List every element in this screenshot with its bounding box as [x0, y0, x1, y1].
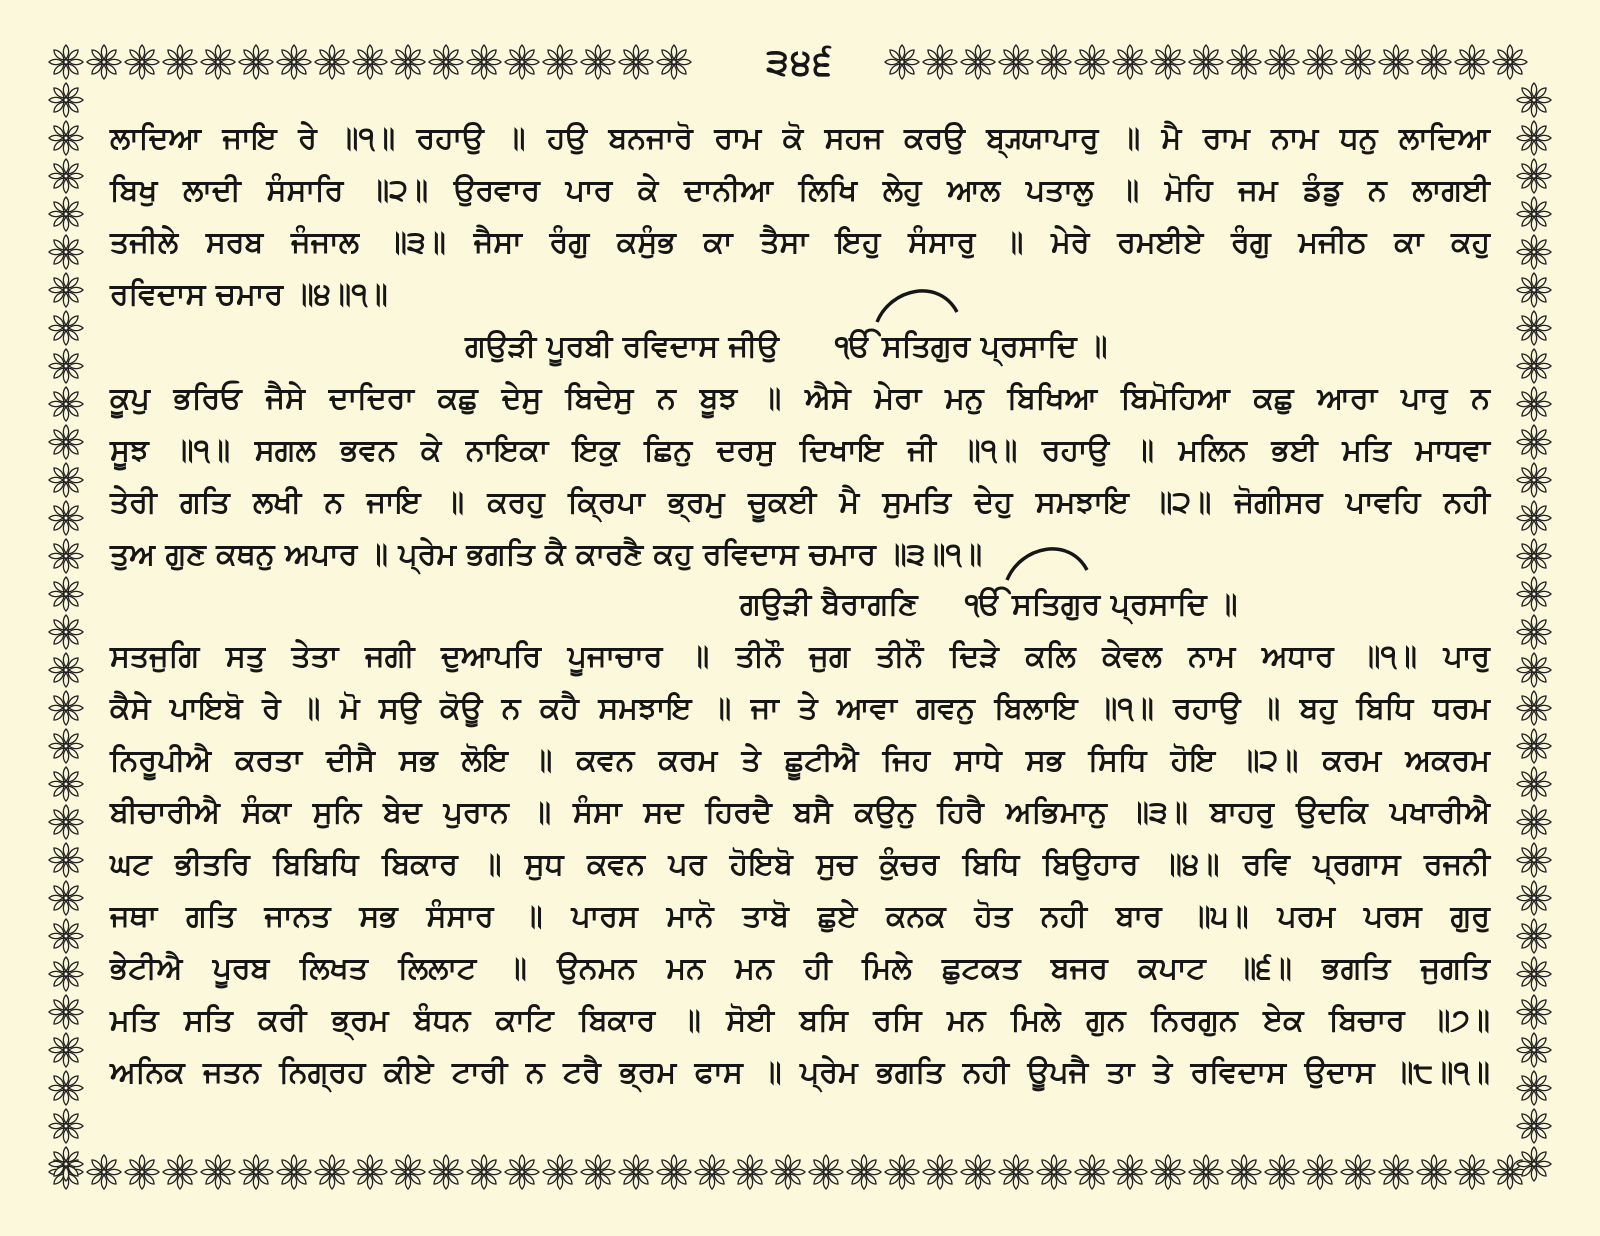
flower-icon: [961, 45, 995, 79]
verse-line: ਰਵਿਦਾਸ ਚਮਾਰ ॥੪॥੧॥: [110, 277, 388, 312]
flower-icon: [1417, 1155, 1451, 1189]
mool-mantar: [965, 580, 1237, 630]
flower-icon: [49, 615, 83, 649]
flower-icon: [1341, 45, 1375, 79]
flower-icon: [87, 1155, 121, 1189]
flower-icon: [49, 501, 83, 535]
flower-icon: [923, 1155, 957, 1189]
verse-line: ਅਨਿਕ ਜਤਨ ਨਿਗ੍ਰਹ ਕੀਏ ਟਾਰੀ ਨ ਟਰੈ ਭ੍ਰਮ ਫਾਸ ॥ ਪ੍ਰੇਮ ਭਗਤਿ ਨਹੀ ਊਪਜੈ ਤਾ ਤੇ ਰਵਿਦਾਸ ਉਦਾਸ ॥੮॥੧॥: [110, 1055, 1490, 1090]
verse-line: ਬਿਖੁ ਲਾਦੀ ਸੰਸਾਰਿ ॥੨॥ ਉਰਵਾਰ ਪਾਰ ਕੇ ਦਾਨੀਆ ਲਿਖਿ ਲੇਹੁ ਆਲ ਪਤਾਲੁ ॥ ਮੋਹਿ ਜਮ ਡੰਡੁ ਨ ਲਾਗਈ: [110, 173, 1490, 208]
flower-icon: [1517, 387, 1551, 421]
ik-onkar-arc-icon: [873, 282, 963, 326]
flower-icon: [201, 45, 235, 79]
verse-line: ਤਜੀਲੇ ਸਰਬ ਜੰਜਾਲ ॥੩॥ ਜੈਸਾ ਰੰਗੁ ਕਸੁੰਭ ਕਾ ਤੈਸਾ ਇਹੁ ਸੰਸਾਰੁ ॥ ਮੇਰੇ ਰਮਈਏ ਰੰਗੁ ਮਜੀਠ ਕਾ ਕਹੁ: [110, 225, 1490, 260]
flower-icon: [657, 1155, 691, 1189]
verse-line: ਮਤਿ ਸਤਿ ਕਰੀ ਭ੍ਰਮ ਬੰਧਨ ਕਾਟਿ ਬਿਕਾਰ ॥ ਸੋਈ ਬਸਿ ਰਸਿ ਮਨ ਮਿਲੇ ਗੁਨ ਨਿਰਗੁਨ ਏਕ ਬਿਚਾਰ ॥੭॥: [110, 1003, 1490, 1038]
flower-icon: [581, 1155, 615, 1189]
flower-icon: [1265, 45, 1299, 79]
scripture-text: [110, 114, 1490, 1114]
flower-icon: [1379, 45, 1413, 79]
flower-icon: [1417, 45, 1451, 79]
flower-icon: [239, 1155, 273, 1189]
flower-icon: [1517, 121, 1551, 155]
flower-icon: [49, 159, 83, 193]
flower-icon: [1517, 311, 1551, 345]
flower-icon: [353, 1155, 387, 1189]
flower-icon: [49, 235, 83, 269]
flower-icon: [429, 1155, 463, 1189]
flower-icon: [1517, 83, 1551, 117]
flower-icon: [961, 1155, 995, 1189]
flower-icon: [1037, 45, 1071, 79]
flower-icon: [315, 1155, 349, 1189]
flower-icon: [1517, 957, 1551, 991]
flower-icon: [49, 197, 83, 231]
flower-icon: [49, 653, 83, 687]
verse-line: ਨਿਰੂਪੀਐ ਕਰਤਾ ਦੀਸੈ ਸਭ ਲੋਇ ॥ ਕਵਨ ਕਰਮ ਤੇ ਛੂਟੀਐ ਜਿਹ ਸਾਧੇ ਸਭ ਸਿਧਿ ਹੋਇ ॥੨॥ ਕਰਮ ਅਕਰਮ: [110, 743, 1490, 778]
flower-icon: [49, 45, 83, 79]
flower-icon: [543, 1155, 577, 1189]
verse-line: ਕੂਪੁ ਭਰਿਓ ਜੈਸੇ ਦਾਦਿਰਾ ਕਛੁ ਦੇਸੁ ਬਿਦੇਸੁ ਨ ਬੂਝ ॥ ਐਸੇ ਮੇਰਾ ਮਨੁ ਬਿਖਿਆ ਬਿਮੋਹਿਆ ਕਛੁ ਆਰਾ ਪਾਰੁ ਨ: [110, 381, 1490, 416]
flower-icon: [49, 995, 83, 1029]
flower-icon: [49, 539, 83, 573]
flower-icon: [49, 1109, 83, 1143]
flower-icon: [1517, 691, 1551, 725]
verse-line: ਜਥਾ ਗਤਿ ਜਾਨਤ ਸਭ ਸੰਸਾਰ ॥ ਪਾਰਸ ਮਾਨੋ ਤਾਬੋ ਛੁਏ ਕਨਕ ਹੋਤ ਨਹੀ ਬਾਰ ॥੫॥ ਪਰਮ ਪਰਸ ਗੁਰੁ: [110, 899, 1490, 934]
flower-icon: [1517, 539, 1551, 573]
flower-icon: [1517, 995, 1551, 1029]
flower-icon: [1517, 767, 1551, 801]
flower-icon: [49, 691, 83, 725]
flower-icon: [1517, 463, 1551, 497]
flower-icon: [999, 45, 1033, 79]
flower-icon: [1493, 45, 1527, 79]
flower-icon: [543, 45, 577, 79]
flower-icon: [391, 45, 425, 79]
flower-icon: [1455, 45, 1489, 79]
flower-icon: [49, 957, 83, 991]
flower-icon: [695, 1155, 729, 1189]
flower-icon: [1517, 425, 1551, 459]
flower-icon: [49, 121, 83, 155]
flower-icon: [1341, 1155, 1375, 1189]
verse-line: ਤੇਰੀ ਗਤਿ ਲਖੀ ਨ ਜਾਇ ॥ ਕਰਹੁ ਕ੍ਰਿਪਾ ਭ੍ਰਮੁ ਚੂਕਈ ਮੈ ਸੁਮਤਿ ਦੇਹੁ ਸਮਝਾਇ ॥੨॥ ਜੋਗੀਸਰ ਪਾਵਹਿ ਨਹੀ: [110, 485, 1490, 520]
flower-icon: [1227, 45, 1261, 79]
flower-icon: [125, 1155, 159, 1189]
flower-icon: [277, 45, 311, 79]
flower-icon: [619, 1155, 653, 1189]
flower-icon: [1075, 1155, 1109, 1189]
flower-icon: [49, 843, 83, 877]
flower-icon: [1517, 805, 1551, 839]
flower-icon: [1227, 1155, 1261, 1189]
ik-onkar-arc-icon: [1003, 540, 1093, 584]
flower-icon: [809, 1155, 843, 1189]
flower-icon: [429, 45, 463, 79]
flower-icon: [49, 463, 83, 497]
flower-icon: [1517, 843, 1551, 877]
flower-icon: [239, 45, 273, 79]
verse-line: ਸਤਜੁਗਿ ਸਤੁ ਤੇਤਾ ਜਗੀ ਦੁਆਪਰਿ ਪੂਜਾਚਾਰ ॥ ਤੀਨੌ ਜੁਗ ਤੀਨੌ ਦਿੜੇ ਕਲਿ ਕੇਵਲ ਨਾਮ ਅਧਾਰ ॥੧॥ ਪਾਰੁ: [110, 639, 1490, 674]
flower-icon: [49, 577, 83, 611]
flower-icon: [315, 45, 349, 79]
flower-icon: [771, 1155, 805, 1189]
flower-icon: [1303, 1155, 1337, 1189]
flower-icon: [1517, 881, 1551, 915]
flower-icon: [923, 45, 957, 79]
flower-icon: [49, 83, 83, 117]
verse-line: ਤੁਅ ਗੁਣ ਕਥਨੁ ਅਪਾਰ ॥ ਪ੍ਰੇਮ ਭਗਤਿ ਕੈ ਕਾਰਣੈ ਕਹੁ ਰਵਿਦਾਸ ਚਮਾਰ ॥੩॥੧॥: [110, 537, 983, 572]
flower-icon: [1517, 159, 1551, 193]
mool-mantar-text: ੴ ਸਤਿਗੁਰ ਪ੍ਰਸਾਦਿ ॥: [965, 587, 1238, 622]
flower-icon: [1151, 45, 1185, 79]
flower-icon: [581, 45, 615, 79]
flower-icon: [1517, 197, 1551, 231]
flower-icon: [49, 349, 83, 383]
flower-icon: [1189, 1155, 1223, 1189]
flower-icon: [277, 1155, 311, 1189]
flower-icon: [999, 1155, 1033, 1189]
flower-icon: [49, 729, 83, 763]
flower-icon: [619, 45, 653, 79]
flower-icon: [1265, 1155, 1299, 1189]
flower-icon: [125, 45, 159, 79]
verse-line: ਭੇਟੀਐ ਪੂਰਬ ਲਿਖਤ ਲਿਲਾਟ ॥ ਉਨਮਨ ਮਨ ਮਨ ਹੀ ਮਿਲੇ ਛੁਟਕਤ ਬਜਰ ਕਪਾਟ ॥੬॥ ਭਗਤਿ ਜੁਗਤਿ: [110, 951, 1490, 986]
flower-icon: [1493, 1155, 1527, 1189]
flower-icon: [49, 387, 83, 421]
verse-line: ਬੀਚਾਰੀਐ ਸੰਕਾ ਸੁਨਿ ਬੇਦ ਪੁਰਾਨ ॥ ਸੰਸਾ ਸਦ ਹਿਰਦੈ ਬਸੈ ਕਉਨੁ ਹਿਰੈ ਅਭਿਮਾਨੁ ॥੩॥ ਬਾਹਰੁ ਉਦਕਿ ਪਖਾਰੀਐ: [110, 795, 1490, 830]
flower-icon: [885, 1155, 919, 1189]
flower-icon: [49, 881, 83, 915]
shabad-heading: ਗਉੜੀ ਪੂਰਬੀ ਰਵਿਦਾਸ ਜੀਉ: [465, 329, 779, 364]
flower-icon: [353, 45, 387, 79]
mool-mantar-text: ੴ ਸਤਿਗੁਰ ਪ੍ਰਸਾਦਿ ॥: [835, 329, 1108, 364]
flower-icon: [87, 45, 121, 79]
flower-icon: [49, 311, 83, 345]
flower-icon: [1517, 273, 1551, 307]
flower-icon: [49, 767, 83, 801]
flower-icon: [49, 425, 83, 459]
flower-icon: [885, 45, 919, 79]
flower-icon: [1517, 1147, 1551, 1181]
flower-icon: [163, 1155, 197, 1189]
flower-icon: [1517, 729, 1551, 763]
flower-icon: [1517, 235, 1551, 269]
flower-icon: [1517, 501, 1551, 535]
flower-icon: [163, 45, 197, 79]
flower-icon: [467, 45, 501, 79]
flower-icon: [1517, 1109, 1551, 1143]
flower-icon: [49, 1033, 83, 1067]
flower-icon: [49, 805, 83, 839]
flower-icon: [1517, 577, 1551, 611]
mool-mantar: [835, 322, 1107, 372]
verse-line: ਲਾਦਿਆ ਜਾਇ ਰੇ ॥੧॥ ਰਹਾਉ ॥ ਹਉ ਬਨਜਾਰੋ ਰਾਮ ਕੋ ਸਹਜ ਕਰਉ ਬ੍ਯ੍ਯਾਪਾਰੁ ॥ ਮੈ ਰਾਮ ਨਾਮ ਧਨੁ ਲਾਦਿਆ: [110, 121, 1491, 156]
flower-icon: [49, 1071, 83, 1105]
flower-icon: [505, 1155, 539, 1189]
flower-icon: [391, 1155, 425, 1189]
flower-icon: [733, 1155, 767, 1189]
flower-icon: [1517, 919, 1551, 953]
flower-icon: [1517, 349, 1551, 383]
shabad-heading: ਗਉੜੀ ਬੈਰਾਗਣਿ: [740, 587, 918, 622]
flower-icon: [1303, 45, 1337, 79]
flower-icon: [1075, 45, 1109, 79]
flower-icon: [1455, 1155, 1489, 1189]
flower-icon: [1379, 1155, 1413, 1189]
flower-icon: [1113, 45, 1147, 79]
verse-line: ਸੂਝ ॥੧॥ ਸਗਲ ਭਵਨ ਕੇ ਨਾਇਕਾ ਇਕੁ ਛਿਨੁ ਦਰਸੁ ਦਿਖਾਇ ਜੀ ॥੧॥ ਰਹਾਉ ॥ ਮਲਿਨ ਭਈ ਮਤਿ ਮਾਧਵਾ: [110, 433, 1490, 468]
flower-icon: [1037, 1155, 1071, 1189]
page-number: ੩੪੬: [730, 38, 870, 88]
flower-icon: [49, 1147, 83, 1181]
flower-icon: [49, 273, 83, 307]
flower-icon: [1151, 1155, 1185, 1189]
flower-icon: [1189, 45, 1223, 79]
verse-line: ਘਟ ਭੀਤਰਿ ਬਿਬਿਧਿ ਬਿਕਾਰ ॥ ਸੁਧ ਕਵਨ ਪਰ ਹੋਇਬੋ ਸੁਚ ਕੁੰਚਰ ਬਿਧਿ ਬਿਉਹਾਰ ॥੪॥ ਰਵਿ ਪ੍ਰਗਾਸ ਰਜਨੀ: [110, 847, 1490, 882]
flower-icon: [201, 1155, 235, 1189]
flower-icon: [1113, 1155, 1147, 1189]
flower-icon: [847, 1155, 881, 1189]
flower-icon: [1517, 1071, 1551, 1105]
verse-line: ਕੈਸੇ ਪਾਇਬੋ ਰੇ ॥ ਮੋ ਸਉ ਕੋਊ ਨ ਕਹੈ ਸਮਝਾਇ ॥ ਜਾ ਤੇ ਆਵਾ ਗਵਨੁ ਬਿਲਾਇ ॥੧॥ ਰਹਾਉ ॥ ਬਹੁ ਬਿਧਿ ਧਰਮ: [110, 691, 1490, 726]
flower-icon: [1517, 615, 1551, 649]
flower-icon: [49, 919, 83, 953]
flower-icon: [1517, 653, 1551, 687]
flower-icon: [505, 45, 539, 79]
flower-icon: [467, 1155, 501, 1189]
flower-icon: [1517, 1033, 1551, 1067]
flower-icon: [657, 45, 691, 79]
